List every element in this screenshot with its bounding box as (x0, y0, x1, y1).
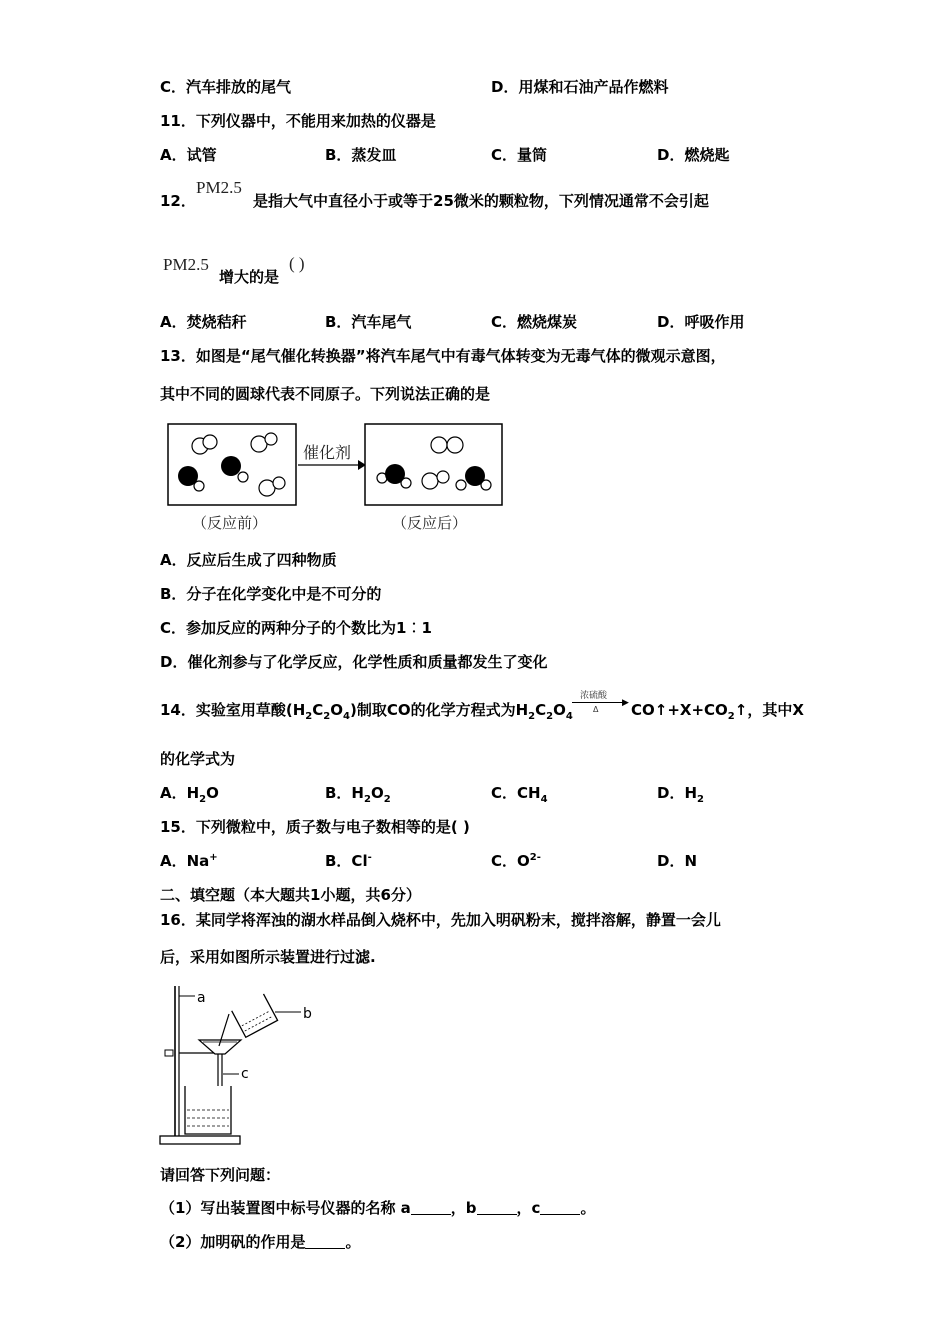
label-b: b (303, 1006, 312, 1022)
q14-option-b: B．$H_2O_2$ (325, 784, 391, 805)
q10-option-d: D．用煤和石油产品作燃料 (491, 78, 669, 96)
filtration-apparatus-figure (155, 978, 325, 1150)
before-label: （反应前） (192, 514, 268, 532)
q13-option-d: D．催化剂参与了化学反应，化学性质和质量都发生了变化 (160, 653, 548, 671)
q12-pm-top: PM2.5 (196, 178, 242, 197)
q14-option-a: A．$H_2O$ (160, 784, 219, 805)
q13-stem-line1: 13．如图是“尾气催化转换器”将汽车尾气中有毒气体转变为无毒气体的微观示意图， (160, 347, 726, 365)
q16-stem-line1: 16．某同学将浑浊的湖水样品倒入烧杯中，先加入明矾粉末，搅拌溶解，静置一会儿 (160, 911, 721, 929)
q13-stem-line2: 其中不同的圆球代表不同原子。下列说法正确的是 (160, 385, 491, 403)
q15-option-b: B．Cl- (325, 852, 372, 870)
q11-option-d: D．燃烧匙 (657, 146, 730, 164)
q16-stem-line2: 后，采用如图所示装置进行过滤. (160, 948, 376, 966)
q14-option-c: C．$CH_4$ (491, 784, 548, 805)
q12-option-a: A．焚烧秸秆 (160, 313, 247, 331)
label-c: c (241, 1066, 249, 1082)
reaction-condition-arrow: 浓硫酸 ▶ Δ (570, 688, 630, 718)
q11-option-c: C．量筒 (491, 146, 548, 164)
q13-reaction-figure (160, 418, 520, 540)
q13-option-b: B．分子在化学变化中是不可分的 (160, 585, 382, 603)
q15-option-d: D．N (657, 852, 698, 870)
q12-option-c: C．燃烧煤炭 (491, 313, 578, 331)
q15-option-c: C．$O^{2-}$ (491, 852, 541, 870)
q11-stem: 11．下列仪器中，不能用来加热的仪器是 (160, 112, 436, 130)
q14-option-d: D．$H_2$ (657, 784, 704, 805)
q12-number: 12． (160, 192, 196, 210)
q14-stem-line1: 14．实验室用草酸$(H_2C_2O_4)$制取CO的化学方程式为$H_2C_2O_4$ (160, 701, 573, 722)
q12-pm-left: PM2.5 (163, 255, 209, 274)
q12-option-b: B．汽车尾气 (325, 313, 412, 331)
answer-blank-alum[interactable] (305, 1234, 345, 1249)
q15-option-a: A．Na+ (160, 852, 218, 870)
answer-blank-b[interactable] (477, 1200, 517, 1215)
q16-sub2: （2）加明矾的作用是 。 (160, 1233, 361, 1251)
q14-equation-rhs: $CO↑+X+CO_2↑$，其中X (631, 701, 804, 722)
q13-option-c: C．参加反应的两种分子的个数比为1︰1 (160, 619, 432, 637)
q12-stem: 是指大气中直径小于或等于25微米的颗粒物，下列情况通常不会引起 (253, 192, 709, 210)
q10-option-c: C．汽车排放的尾气 (160, 78, 292, 96)
section-2-title: 二、填空题（本大题共1小题，共6分） (160, 886, 421, 904)
q11-option-b: B．蒸发皿 (325, 146, 397, 164)
q16-prompt: 请回答下列问题： (160, 1166, 281, 1184)
q12-option-d: D．呼吸作用 (657, 313, 745, 331)
q13-option-a: A．反应后生成了四种物质 (160, 551, 337, 569)
q16-sub1: （1）写出装置图中标号仪器的名称 a ，b ，c 。 (160, 1199, 596, 1217)
after-box (365, 424, 502, 505)
q14-stem-line2: 的化学式为 (160, 750, 236, 768)
catalyst-label: 催化剂 (303, 443, 352, 462)
answer-blank-c[interactable] (540, 1200, 580, 1215)
q12-paren: ( ) (289, 254, 305, 273)
q12-stem2: 增大的是 (219, 268, 280, 286)
after-label: （反应后） (392, 514, 468, 532)
q15-stem: 15．下列微粒中，质子数与电子数相等的是( ) (160, 818, 470, 836)
q11-option-a: A．试管 (160, 146, 217, 164)
label-a: a (197, 990, 206, 1006)
answer-blank-a[interactable] (411, 1200, 451, 1215)
